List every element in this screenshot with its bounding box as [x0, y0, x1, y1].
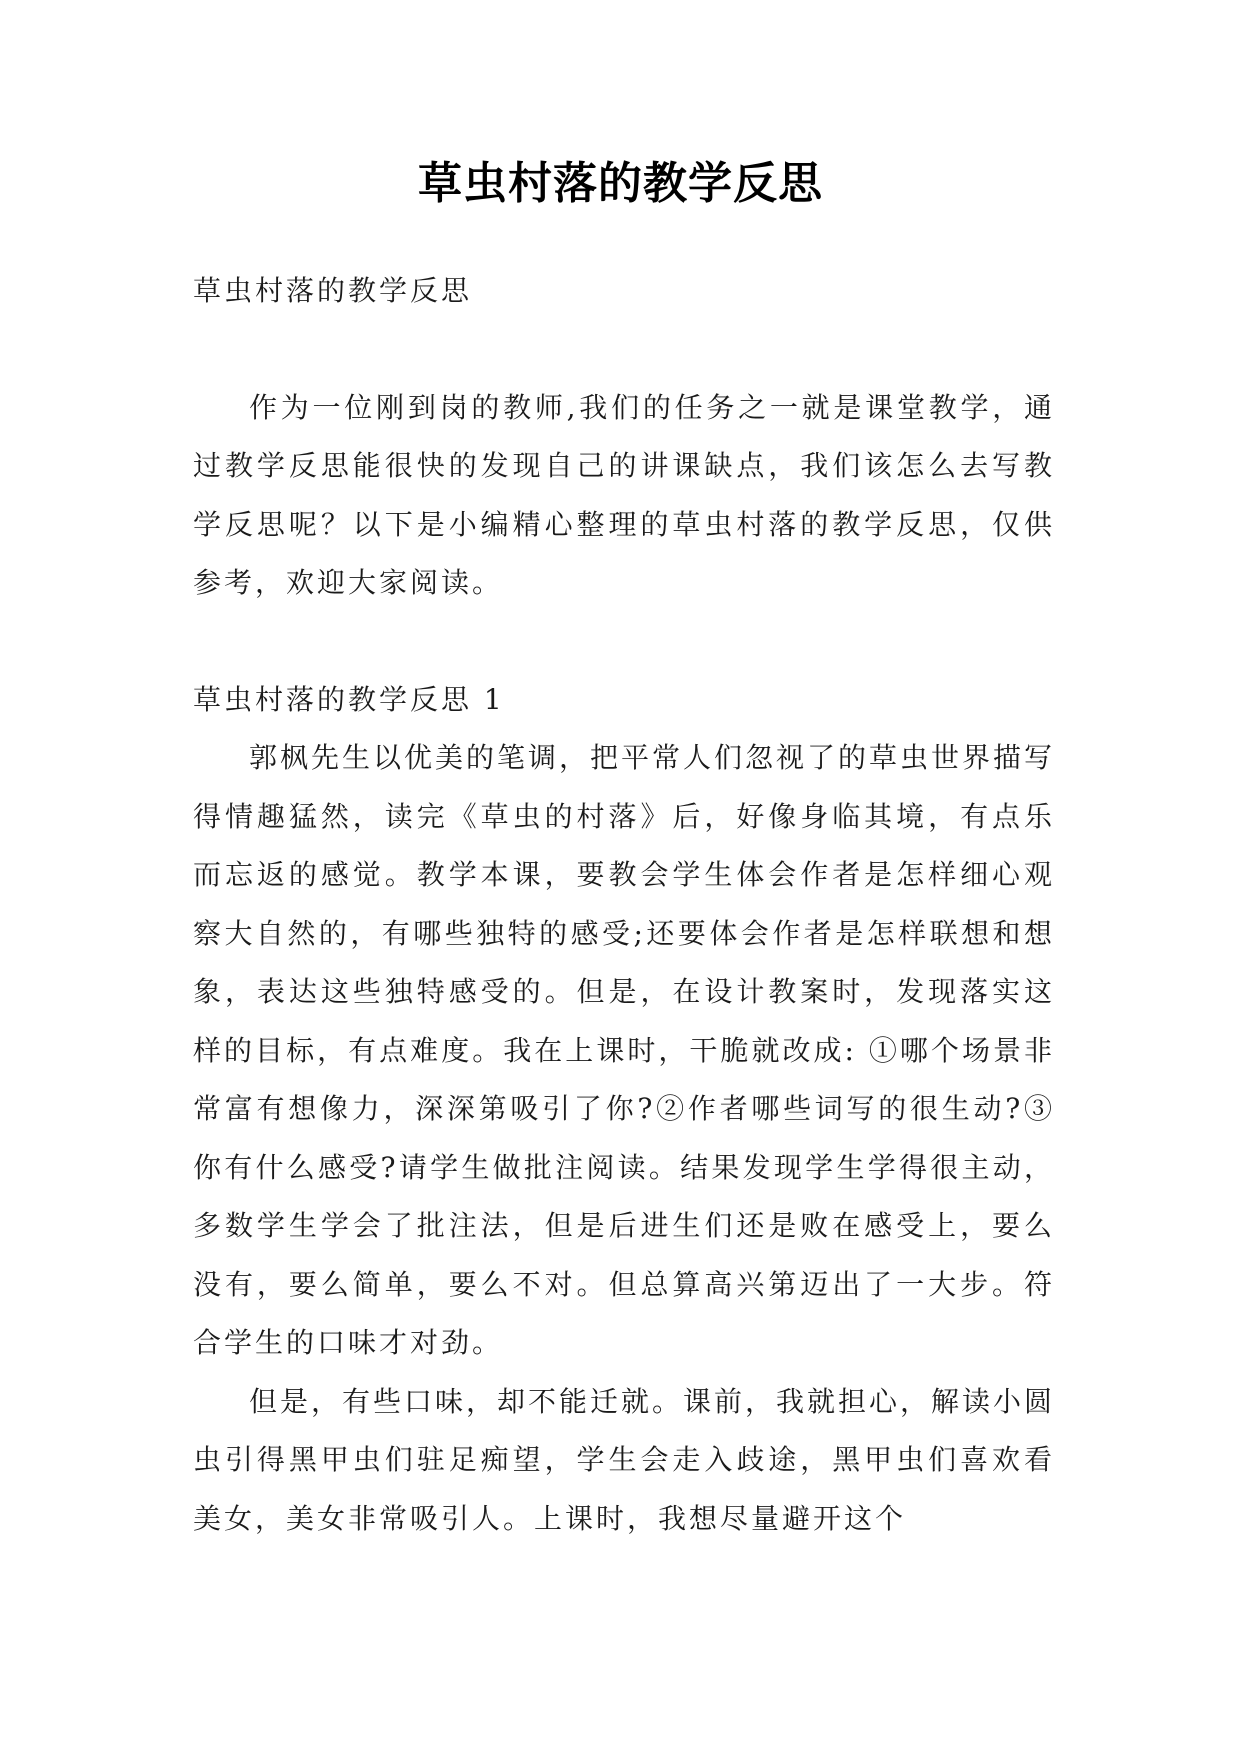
- spacer: [193, 321, 1055, 379]
- document-title: 草虫村落的教学反思: [418, 158, 823, 209]
- spacer: [193, 613, 1055, 671]
- document-body: [193, 262, 1055, 1548]
- body-paragraph: 但是，有些口味，却不能迁就。课前，我就担心，解读小圆虫引得黑甲虫们驻足痴望，学生会走入歧途，黑甲虫们喜欢看美女，美女非常吸引人。上课时，我想尽量避开这个: [193, 1384, 1056, 1535]
- intro-paragraph: 作为一位刚到岗的教师,我们的任务之一就是课堂教学，通过教学反思能很快的发现自己的讲课缺点，我们该怎么去写教学反思呢？以下是小编精心整理的草虫村落的教学反思，仅供参考，欢迎大家阅读。: [193, 390, 1055, 599]
- body-paragraph: 郭枫先生以优美的笔调，把平常人们忽视了的草虫世界描写得情趣猛然，读完《草虫的村落》后，好像身临其境，有点乐而忘返的感觉。教学本课，要教会学生体会作者是怎样细心观察大自然的，有哪些独特的感受;还要体会作者是怎样联想和想象，表达这些独特感受的。但是，在设计教案时，发现落实这样的目标，有点难度。我在上课时，干脆就改成: ①哪个场景非常富有想像力，深深第吸引了你?②作者哪些词写的很生动?③你有什么感受?请学生做批注阅读。结果发现学生学得很主动，多数学生学会了批注法，但是后进生们还是败在感受上，要么没有，要么简单，要么不对。但总算高兴第迈出了一大步。符合学生的口味才对劲。: [193, 741, 1056, 1359]
- document-subtitle: 草虫村落的教学反思: [193, 274, 473, 307]
- section-heading: 草虫村落的教学反思 1: [193, 682, 505, 716]
